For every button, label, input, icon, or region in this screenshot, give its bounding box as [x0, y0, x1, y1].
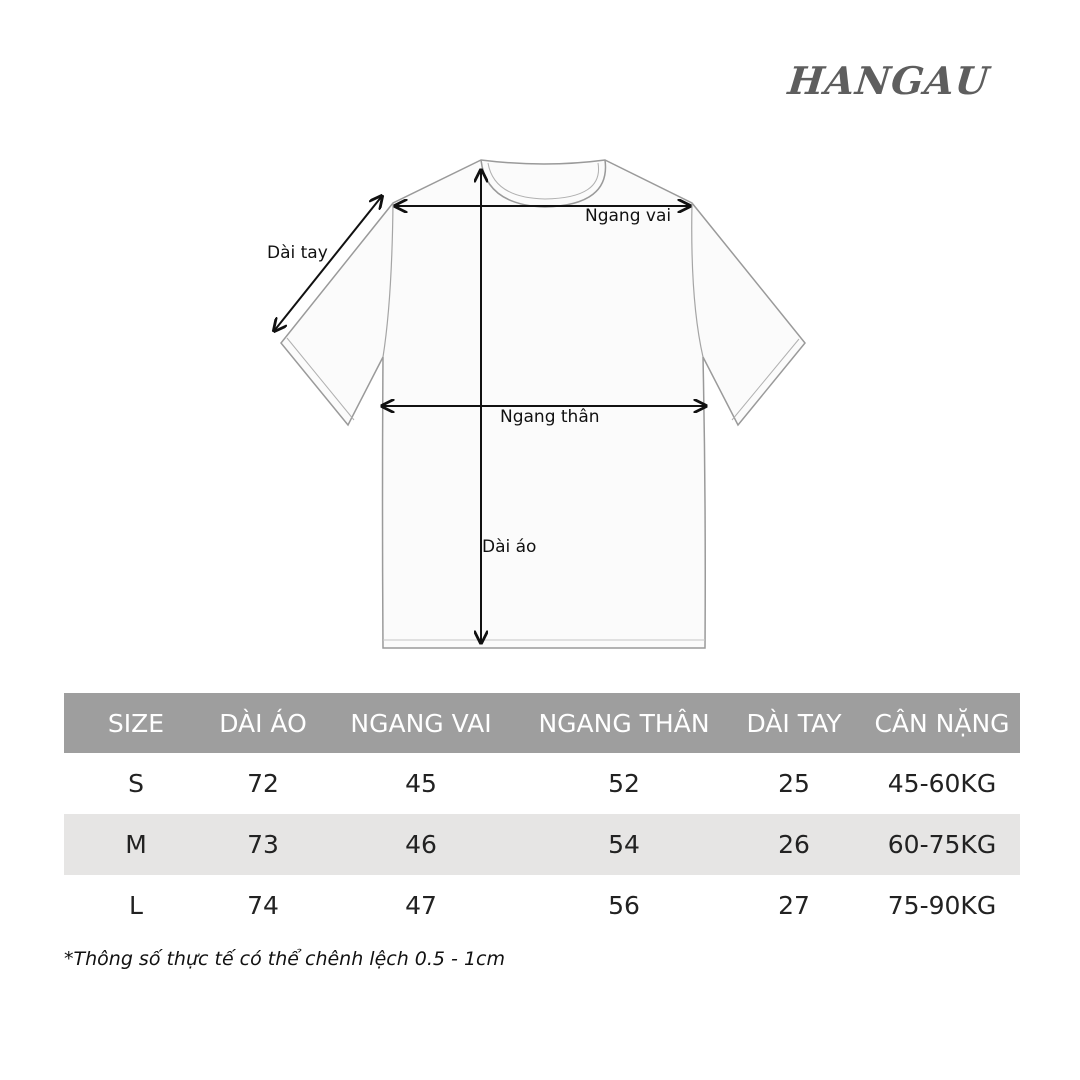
measurement-note: *Thông số thực tế có thể chênh lệch 0.5 - 1cm — [64, 948, 505, 970]
sleeve-length-label: Dài tay — [267, 243, 328, 263]
cell-weight: 60-75KG — [864, 814, 1020, 875]
table-row — [64, 814, 1020, 875]
cell-size: L — [129, 891, 143, 920]
cell-size: M — [64, 814, 208, 875]
header-size: SIZE — [64, 693, 208, 753]
body-length-label: Dài áo — [482, 537, 537, 557]
cell-weight: 45-60KG — [887, 769, 997, 798]
cell-chest-width: 52 — [608, 769, 640, 798]
header-weight: CÂN NẶNG — [864, 693, 1020, 753]
cell-body-length: 74 — [247, 891, 279, 920]
cell-shoulder-width: 47 — [405, 891, 437, 920]
header-chest-width: NGANG THÂN — [524, 693, 724, 753]
table-row — [64, 753, 1020, 814]
header-body-length: DÀI ÁO — [208, 693, 318, 753]
cell-sleeve-length: 27 — [778, 891, 810, 920]
cell-size: S — [128, 769, 144, 798]
chest-width-label: Ngang thân — [500, 407, 600, 427]
cell-body-length: 73 — [208, 814, 318, 875]
table-header-row — [64, 693, 1020, 753]
cell-sleeve-length: 25 — [778, 769, 810, 798]
shoulder-width-label: Ngang vai — [585, 206, 672, 226]
cell-chest-width: 56 — [608, 891, 640, 920]
cell-shoulder-width: 46 — [318, 814, 524, 875]
size-chart-table — [64, 693, 1020, 936]
cell-chest-width: 54 — [524, 814, 724, 875]
header-sleeve-length: DÀI TAY — [724, 693, 864, 753]
cell-sleeve-length: 26 — [724, 814, 864, 875]
tshirt-shape — [281, 160, 805, 648]
cell-body-length: 72 — [247, 769, 279, 798]
table-row — [64, 875, 1020, 936]
cell-weight: 75-90KG — [887, 891, 997, 920]
cell-shoulder-width: 45 — [405, 769, 437, 798]
brand-logo: HANGAU — [785, 58, 992, 103]
header-shoulder-width: NGANG VAI — [318, 693, 524, 753]
